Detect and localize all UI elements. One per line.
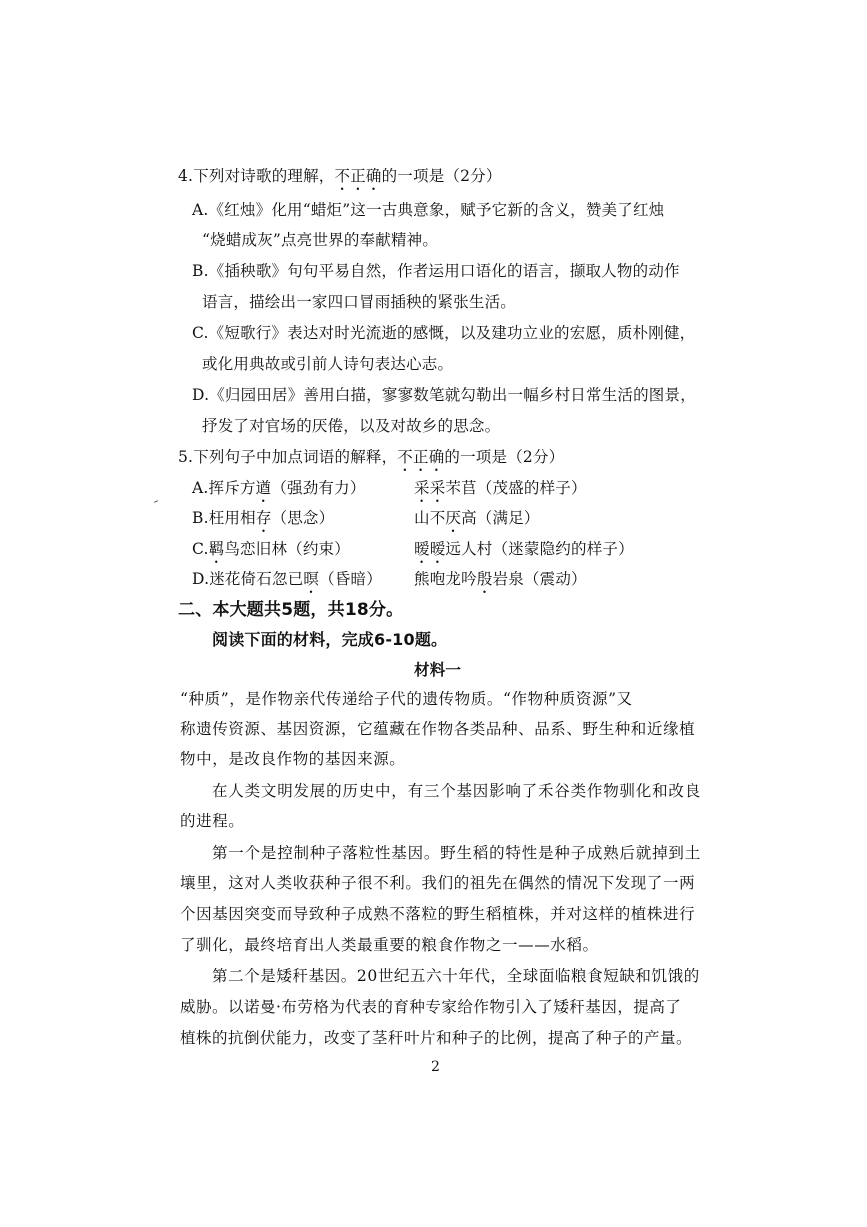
q4-option-d-cont: 抒发了对官场的厌倦，以及对故乡的思念。 (202, 417, 501, 435)
material-p2-l1: 在人类文明发展的历史中，有三个基因影响了禾谷类作物驯化和改良 (212, 782, 702, 800)
q4-option-b-cont: 语言，描绘出一家四口冒雨插秧的紧张生活。 (202, 293, 517, 311)
q5-stem: 5.下列句子中加点词语的解释，不正确的一项是（2分） (178, 448, 565, 466)
q5-option-c-left: C.羁鸟恋旧林（约束） (192, 540, 350, 558)
material-p3-l4: 了驯化，最终培育出人类最重要的粮食作物之一——水稻。 (180, 936, 599, 954)
q4-option-d: D.《归园田居》善用白描，寥寥数笔就勾勒出一幅乡村日常生活的图景， (192, 386, 696, 404)
material-p2-l2: 的进程。 (180, 812, 245, 830)
material-p4-l3: 植株的抗倒伏能力，改变了茎秆叶片和种子的比例，提高了种子的产量。 (180, 1029, 693, 1047)
material-p4-l1: 第二个是矮秆基因。20世纪五六十年代，全球面临粮食短缺和饥饿的 (212, 967, 700, 985)
q4-option-c-cont: 或化用典故或引前人诗句表达心志。 (202, 355, 454, 373)
q5-option-c-right: 暧暧远人村（迷蒙隐约的样子） (414, 540, 634, 558)
material-p3-l2: 壤里，这对人类收获种子很不利。我们的祖先在偶然的情况下发现了一两 (180, 874, 696, 892)
material-1-title: 材料一 (414, 661, 462, 679)
q5-option-b-right: 山不厌高（满足） (414, 509, 540, 527)
q5-option-d-left: D.迷花倚石忽已暝（昏暗） (192, 570, 382, 588)
material-p3-l1: 第一个是控制种子落粒性基因。野生稻的特性是种子成熟后就掉到土 (212, 844, 702, 862)
page-number: 2 (431, 1059, 441, 1075)
q5-option-b-left: B.枉用相存（思念） (192, 509, 335, 527)
q5-option-d-right: 熊咆龙吟殷岩泉（震动） (414, 570, 587, 588)
material-p1-l3: 物中，是改良作物的基因来源。 (180, 750, 406, 768)
q4-option-a-cont: “烧蜡成灰”点亮世界的奉献精神。 (202, 231, 439, 249)
q4-option-b: B.《插秧歌》句句平易自然，作者运用口语化的语言，撷取人物的动作 (192, 262, 680, 280)
q5-option-a-left: A.挥斥方遒（强劲有力） (192, 479, 366, 497)
material-p3-l3: 个因基因突变而导致种子成熟不落粒的野生稻植株，并对这样的植株进行 (180, 905, 696, 923)
q4-stem: 4.下列对诗歌的理解，不正确的一项是（2分） (178, 167, 502, 185)
material-p1-l1: “种质”，是作物亲代传递给子代的遗传物质。“作物种质资源”又 (180, 690, 633, 708)
q5-option-a-right: 采采芣苢（茂盛的样子） (414, 479, 587, 497)
scan-mark (154, 500, 158, 503)
q4-option-a: A.《红烛》化用“蜡炬”这一古典意象，赋予它新的含义，赞美了红烛 (192, 201, 665, 219)
material-p1-l2: 称遗传资源、基因资源，它蕴藏在作物各类品种、品系、野生种和近缘植 (180, 720, 696, 738)
q4-option-c: C.《短歌行》表达对时光流逝的感慨，以及建功立业的宏愿，质朴刚健， (192, 324, 696, 342)
section-2-title: 二、本大题共5题，共18分。 (178, 600, 404, 620)
material-p4-l2: 威胁。以诺曼·布劳格为代表的育种专家给作物引入了矮秆基因，提高了 (180, 998, 682, 1016)
section-2-instruction: 阅读下面的材料，完成6-10题。 (212, 630, 448, 649)
